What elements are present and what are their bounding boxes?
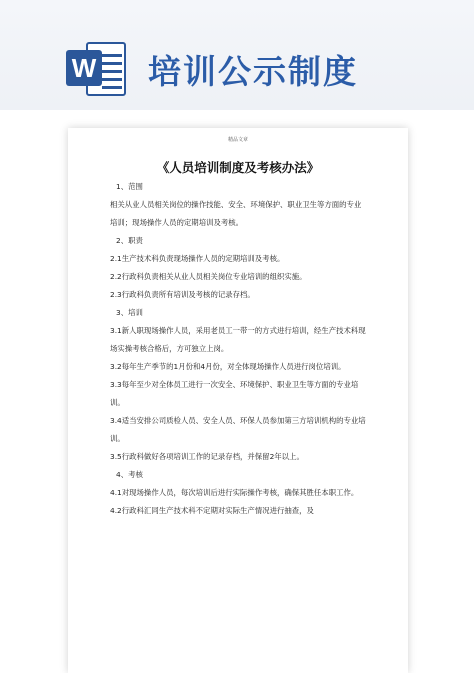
paragraph: 3.3每年至少对全体员工进行一次安全、环境保护、职业卫生等方面的专业培训。 <box>110 380 359 407</box>
paragraph: 2.3行政科负责所有培训及考核的记录存档。 <box>110 290 255 299</box>
paragraph: 3.2每年生产季节的1月份和4月份，对全体现场操作人员进行岗位培训。 <box>110 362 346 371</box>
paragraph: 4.1对现场操作人员，每次培训后进行实际操作考核，确保其胜任本职工作。 <box>110 488 359 497</box>
document-page <box>68 128 408 673</box>
document-small-header: 精品文章 <box>227 137 248 143</box>
section-heading: 3、培训 <box>116 308 143 317</box>
paragraph: 2.2行政科负责相关从业人员相关岗位专业培训的组织实施。 <box>110 272 307 281</box>
paragraph: 相关从业人员相关岗位的操作技能、安全、环境保护、职业卫生等方面的专业培训；现场操作人员的定期培训及考核。 <box>110 200 362 227</box>
word-logo-icon <box>66 40 128 98</box>
document-title: 《人员培训制度及考核办法》 <box>156 160 320 175</box>
section-heading: 4、考核 <box>116 470 143 479</box>
document-body <box>110 178 368 520</box>
section-heading: 2、职责 <box>116 236 143 245</box>
word-badge: W <box>66 50 102 86</box>
banner-title: 培训公示制度 <box>148 52 358 91</box>
banner <box>0 0 474 110</box>
paragraph: 4.2行政科汇同生产技术科不定期对实际生产情况进行抽查，及 <box>110 506 314 515</box>
paragraph: 3.5行政科做好各项培训工作的记录存档，并保留2年以上。 <box>110 452 304 461</box>
section-heading: 1、范围 <box>116 182 143 191</box>
paragraph: 2.1生产技术科负责现场操作人员的定期培训及考核。 <box>110 254 285 263</box>
paragraph: 3.1新人职现场操作人员，采用老员工一带一的方式进行培训，经生产技术科现场实操考核合格后，方可独立上岗。 <box>110 326 366 353</box>
paragraph: 3.4适当安排公司质检人员、安全人员、环保人员参加第三方培训机构的专业培训。 <box>110 416 366 443</box>
